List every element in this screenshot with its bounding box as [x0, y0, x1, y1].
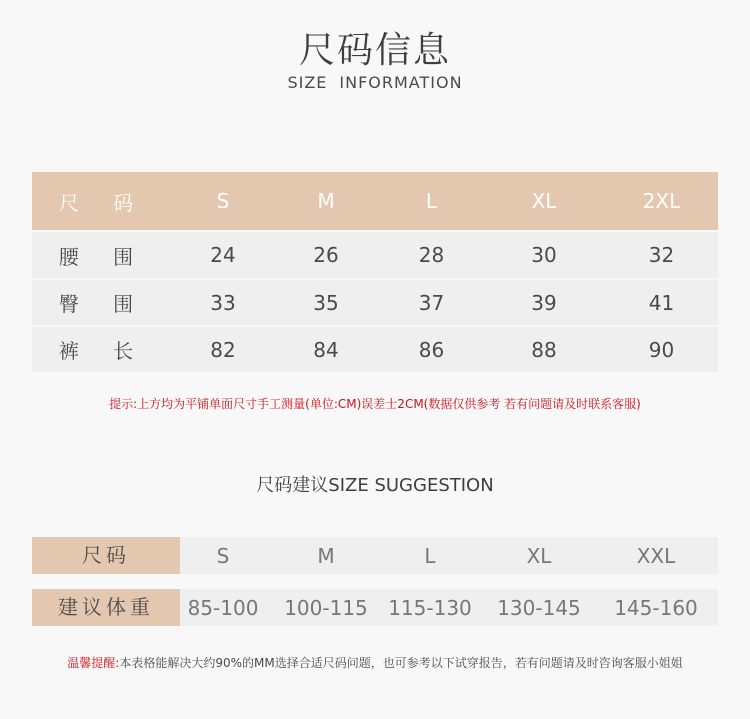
page-title: 尺码信息	[298, 30, 451, 71]
friendly-reminder	[0, 654, 750, 671]
reminder-label: 温馨提醒:	[67, 656, 120, 670]
table-cell: 26	[313, 243, 339, 267]
table-cell: 82	[210, 337, 236, 362]
suggestion-size: XL	[526, 543, 552, 568]
header-m: M	[317, 189, 335, 213]
table-cell: 39	[531, 290, 557, 315]
table-row-hip	[32, 280, 718, 325]
table-row-waist	[32, 232, 718, 278]
row-label: 裤 长	[58, 339, 148, 363]
suggestion-weight: 145-160	[614, 595, 698, 620]
suggestion-table	[32, 537, 718, 626]
table-cell: 84	[313, 337, 339, 362]
subtitle-size: SIZE	[287, 73, 328, 92]
size-table-header	[32, 172, 718, 230]
page-subtitle	[0, 73, 750, 92]
header-2xl: 2XL	[642, 189, 681, 213]
header-s: S	[216, 189, 230, 213]
suggestion-size: XXL	[636, 543, 676, 568]
header-xl: XL	[531, 189, 557, 213]
suggestion-size-row	[32, 537, 718, 574]
size-table	[32, 172, 718, 372]
table-cell: 28	[418, 243, 445, 267]
table-cell: 41	[648, 290, 675, 315]
suggestion-weight: 115-130	[388, 595, 472, 620]
suggestion-weight: 85-100	[187, 595, 259, 620]
suggestion-size: L	[424, 543, 436, 568]
subtitle-information: INFORMATION	[339, 73, 463, 92]
header-l: L	[425, 189, 438, 213]
suggestion-weight: 130-145	[497, 595, 581, 620]
table-cell: 24	[210, 243, 236, 267]
suggestion-weight-row	[32, 589, 718, 626]
table-cell: 30	[531, 243, 557, 267]
table-row-length	[32, 327, 718, 372]
reminder-text: 本表格能解决大约90%的MM选择合适尺码问题，也可参考以下试穿报告，若有问题请及时咨询客服小姐姐	[119, 656, 683, 670]
table-cell: 35	[313, 290, 339, 315]
table-cell: 86	[418, 337, 445, 362]
suggestion-weight: 100-115	[284, 595, 368, 620]
row-label: 腰 围	[58, 244, 148, 269]
header-size-label: 尺 码	[58, 190, 148, 215]
row-label: 臀 围	[58, 292, 148, 316]
suggestion-title: 尺码建议SIZE SUGGESTION	[256, 475, 494, 496]
table-cell: 90	[648, 337, 675, 362]
suggestion-size: M	[317, 543, 335, 568]
table-cell: 88	[531, 337, 557, 362]
table-cell: 33	[210, 290, 236, 315]
suggestion-size: S	[216, 543, 230, 568]
measurement-tip: 提示:上方均为平铺单面尺寸手工测量(单位:CM)误差士2CM(数据仅供参考 若有问题请及时联系客服)	[109, 397, 641, 411]
weight-row-label: 建议体重	[32, 589, 180, 626]
table-cell: 37	[418, 290, 445, 315]
size-row-label: 尺码	[32, 537, 180, 574]
table-cell: 32	[648, 243, 675, 267]
